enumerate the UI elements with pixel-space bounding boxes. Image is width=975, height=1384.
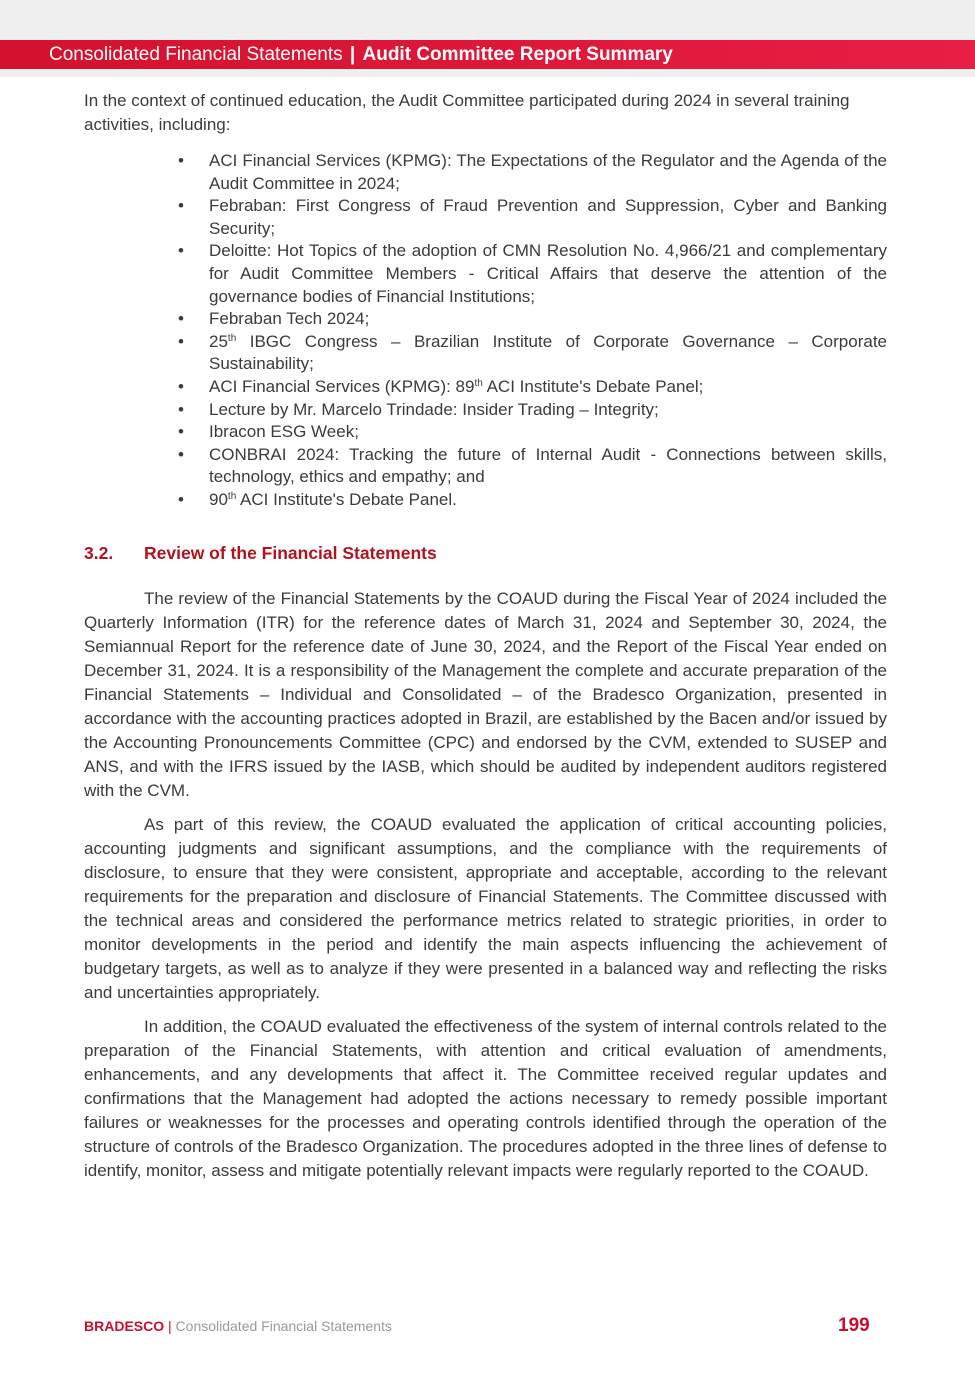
list-item-prefix: 90 <box>209 489 228 509</box>
page-footer <box>84 1318 392 1334</box>
header-title: Audit Committee Report Summary <box>362 44 673 65</box>
section-body <box>84 587 887 1193</box>
bullet-icon: • <box>178 241 184 261</box>
section-title: Review of the Financial Statements <box>144 543 437 563</box>
footer-brand: BRADESCO <box>84 1318 165 1334</box>
list-item <box>178 376 887 399</box>
section-number: 3.2. <box>84 543 114 563</box>
body-paragraph: As part of this review, the COAUD evaluated the application of critical accounting policies, accounting judgments and significant assumptions, and the compliance with the requirements of disclosure, to ensure that they were consistent, appropriate and acceptable, according to the relevant requirements for the preparation and disclosure of Financial Statements. The Committee discussed with the technical areas and considered the performance metrics related to strategic priorities, in order to monitor developments in the period and identify the main aspects influencing the achievement of budgetary targets, as well as to analyze if they were presented in a balanced way and reflecting the risks and uncertainties appropriately. <box>84 815 887 1002</box>
section-heading <box>84 543 437 564</box>
list-item-text: CONBRAI 2024: Tracking the future of Internal Audit - Connections between skills, technology, ethics and empathy; and <box>209 444 887 487</box>
footer-separator: | <box>168 1318 172 1334</box>
bullet-icon: • <box>178 376 184 396</box>
list-item <box>178 150 887 195</box>
page-header <box>0 40 975 69</box>
bullet-icon: • <box>178 489 184 509</box>
list-item <box>178 195 887 240</box>
list-item-prefix: ACI Financial Services (KPMG): 89 <box>209 376 475 396</box>
bullet-icon: • <box>178 422 184 442</box>
list-item <box>178 444 887 489</box>
list-item <box>178 399 887 422</box>
body-paragraph: The review of the Financial Statements by the COAUD during the Fiscal Year of 2024 included the Quarterly Information (ITR) for the reference dates of March 31, 2024 and September 30, 2024, the Semiannual Report for the reference date of June 30, 2024, and the Report of the Fiscal Year ended on December 31, 2024. It is a responsibility of the Management the complete and accurate preparation of the Financial Statements – Individual and Consolidated – of the Bradesco Organization, presented in accordance with the accounting practices adopted in Brazil, are established by the Bacen and/or issued by the Accounting Pronouncements Committee (CPC) and endorsed by the CVM, extended to SUSEP and ANS, and with the IFRS issued by the IASB, which should be audited by independent auditors registered with the CVM. <box>84 589 887 800</box>
list-item-text: ACI Institute's Debate Panel; <box>482 376 704 396</box>
bullet-icon: • <box>178 309 184 329</box>
list-item <box>178 308 887 331</box>
list-item-prefix: 25 <box>209 331 228 351</box>
page-number: 199 <box>838 1315 870 1336</box>
list-item-text: Deloitte: Hot Topics of the adoption of CMN Resolution No. 4,966/21 and complementary for Audit Committee Members - Critical Affairs that deserve the attention of the governance bodies of Financial Institutions; <box>209 241 887 306</box>
footer-doc-title: Consolidated Financial Statements <box>175 1318 392 1334</box>
list-item-text: Lecture by Mr. Marcelo Trindade: Insider Trading – Integrity; <box>209 399 659 419</box>
list-item-text: Ibracon ESG Week; <box>209 422 359 442</box>
header-underband <box>0 69 975 77</box>
intro-paragraph: In the context of continued education, the Audit Committee participated during 2024 in several training activities, including: <box>84 91 850 134</box>
list-item-text: ACI Financial Services (KPMG): The Expectations of the Regulator and the Agenda of the Audit Committee in 2024; <box>209 151 887 193</box>
body-paragraph: In addition, the COAUD evaluated the effectiveness of the system of internal controls related to the preparation of the Financial Statements, with attention and critical evaluation of amendments, enhancements, and any developments that affect it. The Committee received regular updates and confirmations that the Management had adopted the actions necessary to remedy possible important failures or weaknesses for the processes and operating controls identified through the operation of the structure of controls of the Bradesco Organization. The procedures adopted in the three lines of defense to identify, monitor, assess and mitigate potentially relevant impacts were regularly reported to the COAUD. <box>84 1017 887 1180</box>
list-item-text: Febraban Tech 2024; <box>209 309 370 329</box>
bullet-icon: • <box>178 444 184 464</box>
header-section: Consolidated Financial Statements <box>49 44 343 65</box>
bullet-icon: • <box>178 399 184 419</box>
list-item <box>178 489 887 512</box>
ordinal-suffix: th <box>227 490 237 502</box>
bullet-icon: • <box>178 331 184 351</box>
list-item-text: IBGC Congress – Brazilian Institute of Corporate Governance – Corporate Sustainability; <box>209 331 887 374</box>
list-item-text: ACI Institute's Debate Panel. <box>236 489 457 509</box>
ordinal-suffix: th <box>474 377 483 389</box>
list-item <box>178 331 887 376</box>
list-item-text: Febraban: First Congress of Fraud Prevention and Suppression, Cyber and Banking Security; <box>209 196 887 238</box>
header-separator: | <box>349 44 356 65</box>
bullet-icon: • <box>178 151 184 170</box>
list-item <box>178 240 887 308</box>
top-margin <box>0 0 975 40</box>
training-list <box>178 150 887 512</box>
list-item <box>178 421 887 444</box>
ordinal-suffix: th <box>227 332 237 344</box>
bullet-icon: • <box>178 196 184 216</box>
